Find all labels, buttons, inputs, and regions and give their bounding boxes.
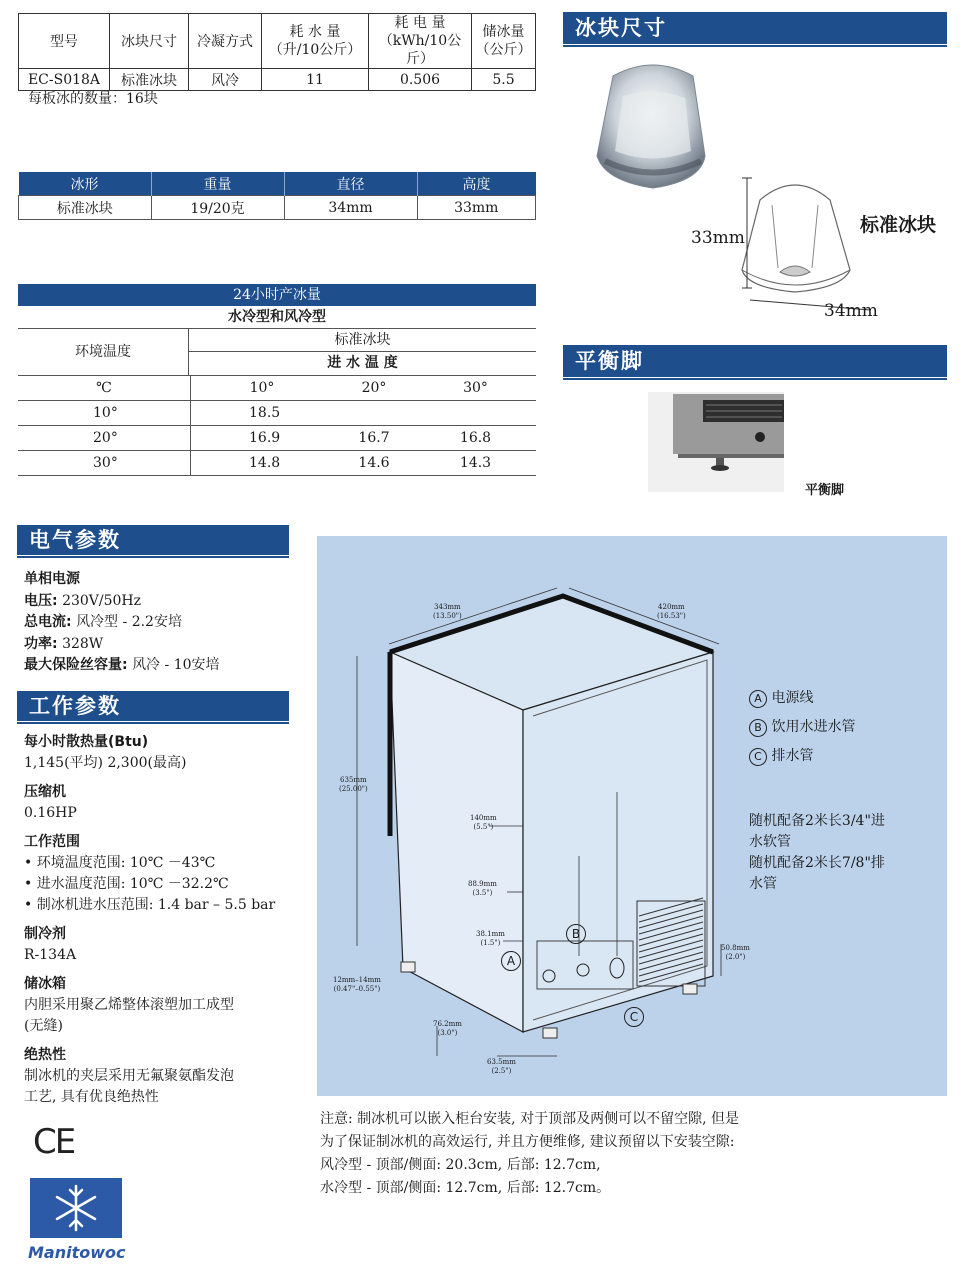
insulation-label: 绝热性 [24,1047,66,1063]
range-label: 工作范围 [24,834,80,850]
cube-header-height: 高度 [462,176,491,193]
cube-cell-diameter: 34mm [284,196,417,220]
accessory-text: 随机配备2米长3/4"进 水软管 随机配备2米长7/8"排 水管 [749,813,885,892]
cube-header-shape: 冰形 [19,172,152,196]
cell-model: EC-S018A [19,69,110,91]
production-table [18,284,536,476]
dim-508: 50.8mm (2.0") [721,944,750,961]
compressor-label: 压缩机 [24,784,66,800]
bin-line: 内胆采用聚乙烯整体滚塑加工成型 [24,997,234,1013]
list-item: 电压: 230V/50Hz [24,592,142,609]
leveling-caption: 平衡脚 [805,483,845,498]
water-temp-30: 30° [463,380,488,396]
list-item: • 制冰机进水压范围: 1.4 bar – 5.5 bar [24,897,276,913]
cube-cell-shape: 标准冰块 [19,196,152,220]
spec-table [18,13,536,91]
refrigerant-label: 制冷剂 [24,926,66,942]
legend-item: B 饮用水进水管 [749,713,855,742]
cell-power: 0.506 [369,69,472,91]
header-cube-size: 冰块尺寸 [110,14,189,69]
bin-line: (无缝) [24,1018,63,1034]
leveling-foot-photo [648,392,784,492]
list-item: 单相电源 [24,571,80,587]
refrigerant-value: R-134A [24,947,77,963]
cube-header-diameter: 直径 [284,172,417,196]
cube-size-title: 冰块尺寸 [563,12,947,44]
cube-cell-weight: 19/20克 [151,196,284,220]
dim-381: 38.1mm (1.5") [476,930,505,947]
production-title: 24小时产冰量 [18,284,536,306]
cube-cell-height: 33mm [417,196,536,220]
cubes-per-plate: 每板冰的数量：16块 [28,91,158,107]
electrical-title: 电气参数 [17,525,289,555]
cube-type-label: 标准冰块 [189,329,536,352]
header-water: 耗 水 量 （升/10公斤） [262,14,369,69]
header-condenser: 冷凝方式 [189,14,262,69]
list-item: • 进水温度范围: 10℃ －32.2℃ [24,876,229,892]
dim-width: 343mm (13.50") [433,603,462,620]
unit-label: ℃ [18,376,191,401]
note-line: 注意: 制冰机可以嵌入柜台安装, 对于顶部及两侧可以不留空隙, 但是 [320,1111,739,1127]
dim-140: 140mm (5.5") [470,814,497,831]
ce-mark: CE [33,1122,75,1162]
dim-depth: 420mm (16.53") [657,603,686,620]
production-subtitle: 水冷型和风冷型 [18,306,536,329]
cube-height-label: 33mm [691,228,745,248]
dim-foot: 12mm–14mm (0.47"–0.55") [333,976,381,993]
leveling-title: 平衡脚 [563,345,947,377]
dim-762: 76.2mm (3.0") [433,1020,462,1037]
ambient-label: 环境温度 [18,329,189,375]
dimension-diagram [317,536,947,1096]
callout-c: C [624,1007,644,1027]
table-row: 20° 16.9 16.7 16.8 [18,426,536,451]
legend-item: C 排水管 [749,742,855,771]
cell-cube-size: 标准冰块 [110,69,189,91]
list-item: 功率: 328W [24,635,104,652]
header-storage: 储冰量 （公斤） [472,14,536,69]
heat-label: 每小时散热量(Btu) [24,734,149,750]
bin-label: 储冰箱 [24,976,66,992]
water-temp-20: 20° [361,380,387,396]
header-model: 型号 [19,14,110,69]
electrical-list [24,569,220,677]
diagram-legend [749,684,855,771]
dim-height: 635mm (25.00") [339,776,368,793]
callout-b: B [566,924,586,944]
legend-item: A 电源线 [749,684,855,713]
dim-889: 88.9mm (3.5") [468,880,497,897]
heat-value: 1,145(平均) 2,300(最高) [24,755,187,771]
list-item: 总电流: 风冷型 - 2.2安培 [24,614,182,630]
table-row: 30° 14.8 14.6 14.3 [18,451,536,476]
dim-635: 63.5mm (2.5") [487,1058,516,1075]
working-title: 工作参数 [17,691,289,721]
note-line: 水冷型 - 顶部/侧面: 12.7cm, 后部: 12.7cm。 [320,1180,611,1196]
callout-a: A [501,951,521,971]
water-temp-label: 进 水 温 度 [327,355,398,371]
cube-diameter-label: 34mm [824,301,878,321]
cell-condenser: 风冷 [189,69,262,91]
list-item: • 环境温度范围: 10℃ －43℃ [24,855,216,871]
cube-header-weight: 重量 [151,172,284,196]
header-power: 耗 电 量 （kWh/10公斤） [369,14,472,69]
cube-table [18,172,536,220]
list-item: 最大保险丝容量: 风冷 - 10安培 [24,657,220,673]
insulation-line: 制冰机的夹层采用无氟聚氨酯发泡 [24,1068,234,1084]
note-line: 为了保证制冰机的高效运行, 并且方便维修, 建议预留以下安装空隙: [320,1134,735,1150]
compressor-value: 0.16HP [24,805,77,821]
cell-water: 11 [262,69,369,91]
cube-name-label: 标准冰块 [860,214,937,236]
water-temp-10: 10° [249,380,275,396]
brand-name: Manitowoc [28,1243,126,1262]
table-row: 10° 18.5 [18,401,536,426]
insulation-line: 工艺, 具有优良绝热性 [24,1089,159,1105]
note-line: 风冷型 - 顶部/侧面: 20.3cm, 后部: 12.7cm, [320,1157,601,1173]
install-notes [320,1108,739,1200]
working-list [24,732,324,1108]
cell-storage: 5.5 [472,69,536,91]
snowflake-logo-icon [30,1178,122,1238]
